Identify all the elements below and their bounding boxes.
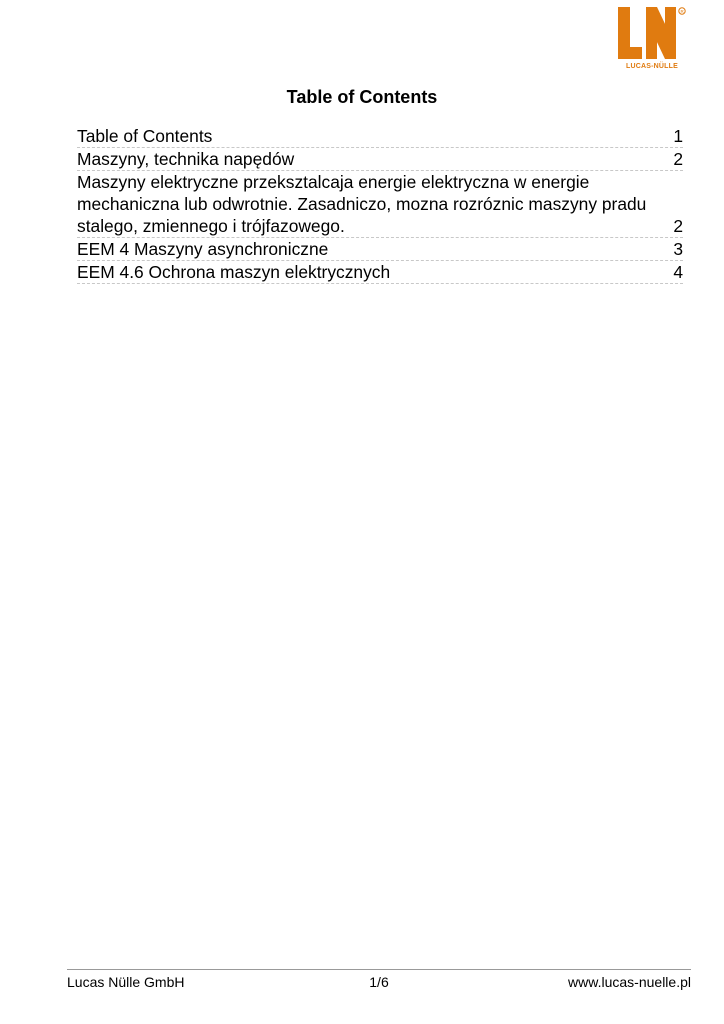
page-title: Table of Contents [286, 87, 438, 107]
logo-wordmark: LUCAS-NÜLLE [626, 63, 678, 70]
toc-entry-page: 4 [673, 262, 683, 282]
footer-page-number: 1/6 [369, 974, 389, 990]
toc-entry[interactable] [77, 171, 683, 238]
toc-entry-text: Maszyny, technika napędów [77, 149, 295, 169]
toc-entry-page: 2 [673, 216, 683, 236]
footer-website-link[interactable]: www.lucas-nuelle.pl [568, 974, 691, 990]
toc-entry-text: EEM 4 Maszyny asynchroniczne [77, 239, 329, 259]
toc-entry-page: 1 [673, 126, 683, 146]
toc-entry[interactable] [77, 148, 683, 171]
ln-logo-icon [616, 5, 688, 63]
toc-entry[interactable] [77, 238, 683, 261]
toc-entry-page: 3 [673, 239, 683, 259]
toc-entry[interactable] [77, 261, 683, 284]
lucas-nuelle-logo [616, 5, 688, 75]
page-footer [67, 969, 691, 990]
footer-company: Lucas Nülle GmbH [67, 974, 185, 990]
toc-entry-text: Table of Contents [77, 126, 213, 146]
table-of-contents [77, 125, 683, 284]
toc-entry-page: 2 [673, 149, 683, 169]
toc-entry-text: EEM 4.6 Ochrona maszyn elektrycznych [77, 262, 391, 282]
toc-entry[interactable] [77, 125, 683, 148]
toc-entry-text: Maszyny elektryczne przeksztalcaja energie elektryczna w energie mechaniczna lub odwrotnie. Zasadniczo, mozna rozróznic maszyny pradu stalego, zmiennego i trójfazowego. [77, 172, 647, 236]
svg-text:R: R [680, 9, 684, 14]
